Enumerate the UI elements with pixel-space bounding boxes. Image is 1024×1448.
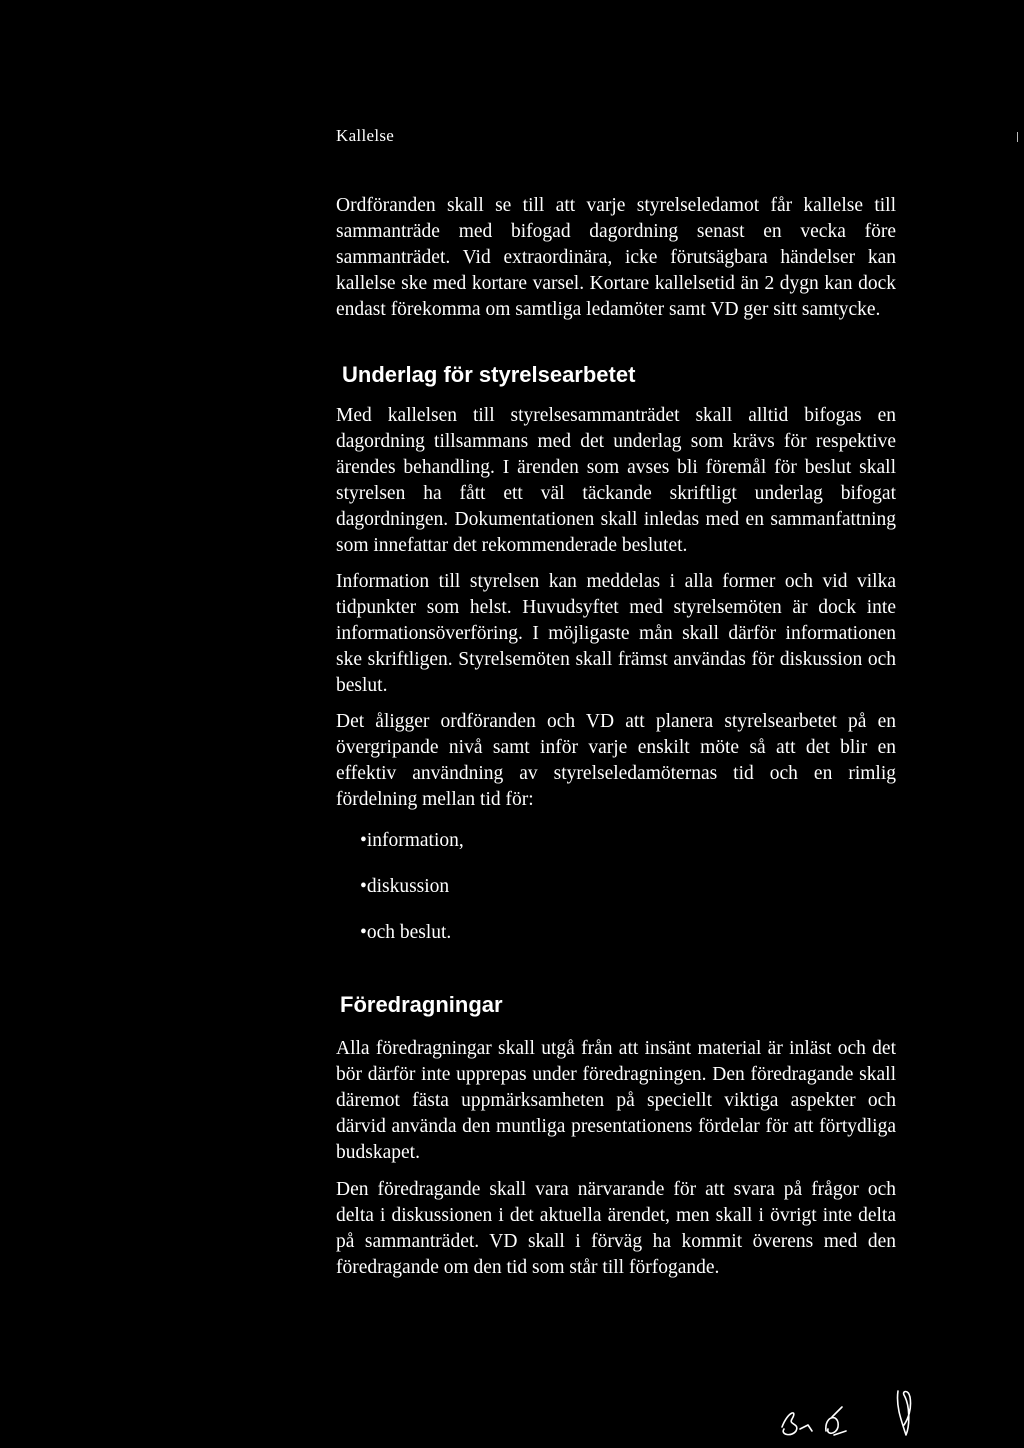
- kallelse-heading: Kallelse: [336, 126, 395, 145]
- underlag-paragraph-3-block: [336, 709, 896, 813]
- kallelse-section: [336, 193, 896, 323]
- foredragningar-paragraph-2-block: [336, 1177, 896, 1281]
- bullet-dot-icon: [360, 922, 367, 943]
- kallelse-paragraph-1: Ordföranden skall se till att varje styrelseledamot får kallelse till sammanträde med bifogad dagordning senast en vecka före sammanträdet. Vid extraordinära, icke förutsägbara händelser kan kallelse ske med kortare varsel. Kortare kallelsetid än 2 dygn kan dock endast förekomma om samtliga ledamöter samt VD ger sitt samtycke.: [336, 195, 896, 320]
- underlag-paragraph-3: Det åligger ordföranden och VD att planera styrelsearbetet på en övergripande nivå samt inför varje enskilt möte så att det blir en effektiv användning av styrelseledamöternas tid och en rimlig fördelning mellan tid för:: [336, 711, 896, 810]
- page-edge-mark: [1017, 132, 1018, 142]
- bullet-dot-icon: [360, 830, 367, 851]
- underlag-paragraph-2-block: [336, 569, 896, 699]
- bullet-dot-icon: [360, 876, 367, 897]
- foredragningar-paragraph-1-block: [336, 1036, 896, 1166]
- underlag-paragraph-1-block: [336, 403, 896, 559]
- foredragningar-paragraph-1: Alla föredragningar skall utgå från att insänt material är inläst och det bör därför inte upprepas under föredragningen. Den föredragande skall däremot fästa uppmärksamheten på speciellt viktiga aspekter och därvid använda den muntliga presentationens fördelar för att förtydliga budskapet.: [336, 1038, 896, 1163]
- bullet-item: • och beslut.: [360, 920, 464, 966]
- underlag-paragraph-1: Med kallelsen till styrelsesammanträdet skall alltid bifogas en dagordning tillsammans med det underlag som krävs för respektive ärendes behandling. I ärenden som avses bli föremål för beslut skall styrelsen ha fått ett väl täckande skriftligt underlag bifogat dagordningen. Dokumentationen skall inledas med en sammanfattning som innefattar det rekommenderade beslutet.: [336, 405, 896, 556]
- underlag-heading: Underlag för styrelsearbetet: [342, 362, 636, 387]
- bullet-item: • diskussion: [360, 874, 464, 920]
- underlag-paragraph-2: Information till styrelsen kan meddelas i alla former och vid vilka tidpunkter som helst. Huvudsyftet med styrelsemöten är dock inte informationsöverföring. I möjligaste mån skall därför informationen ske skriftligen. Styrelsemöten skall främst användas för diskussion och beslut.: [336, 571, 896, 696]
- foredragningar-heading: Föredragningar: [340, 992, 503, 1017]
- foredragningar-paragraph-2: Den föredragande skall vara närvarande för att svara på frågor och delta i diskussionen i det aktuella ärendet, men skall i övrigt inte delta på sammanträdet. VD skall i förväg ha kommit överens med den föredragande om den tid som står till förfogande.: [336, 1179, 896, 1278]
- bullet-item: • information,: [360, 828, 464, 874]
- topic-bullet-list: [360, 828, 464, 966]
- signature-icon: [770, 1385, 950, 1445]
